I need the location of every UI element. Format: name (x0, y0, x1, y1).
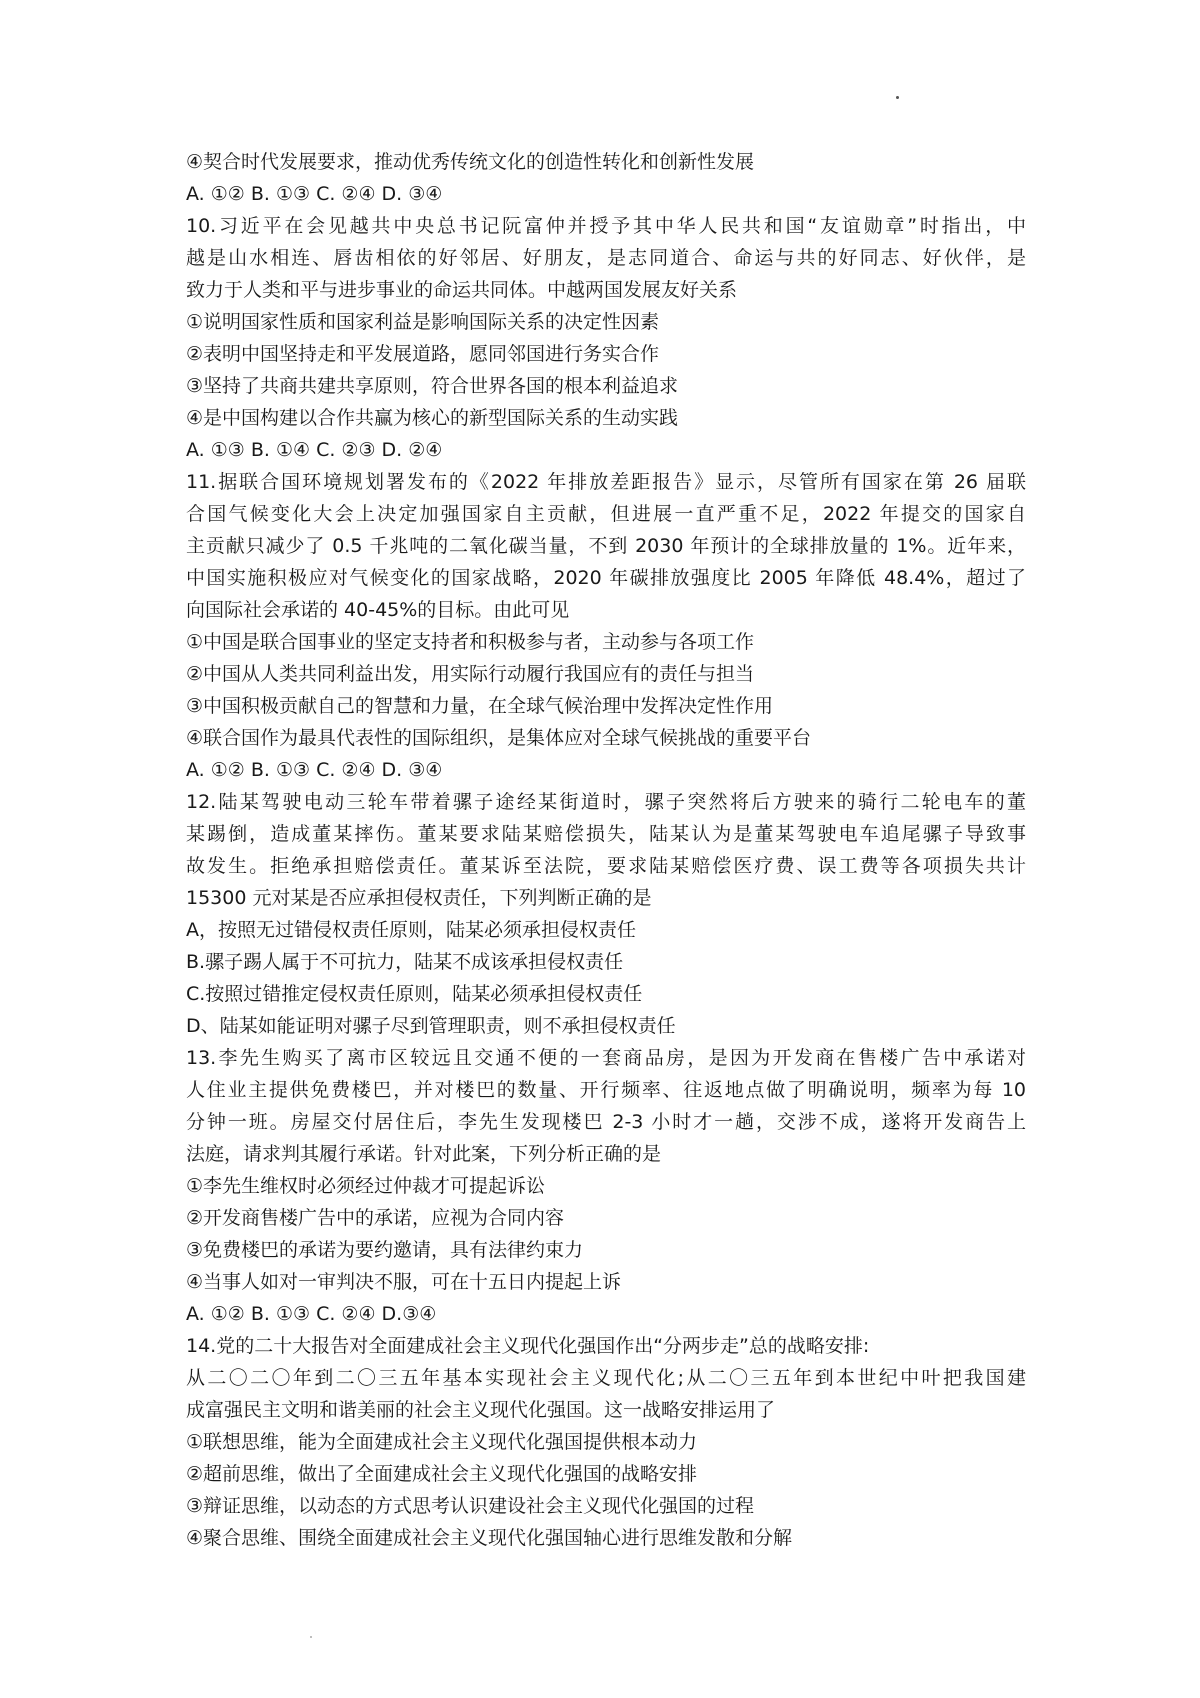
question-12-text: 某踢倒，造成董某摔伤。董某要求陆某赔偿损失，陆某认为是董某驾驶电车追尾骡子导致事 (186, 823, 1026, 845)
page-mark (896, 96, 899, 99)
option-line: ③辩证思维，以动态的方式思考认识建设社会主义现代化强国的过程 (186, 1495, 755, 1517)
option-line: ③中国积极贡献自己的智慧和力量，在全球气候治理中发挥决定性作用 (186, 695, 774, 717)
question-13-text: 人住业主提供免费楼巴，并对楼巴的数量、开行频率、往返地点做了明确说明，频率为每 10 (186, 1079, 1026, 1101)
question-10-text: 越是山水相连、唇齿相依的好邻居、好朋友，是志同道合、命运与共的好同志、好伙伴，是 (186, 247, 1026, 269)
question-11-text: 中国实施积极应对气候变化的国家战略，2020 年碳排放强度比 2005 年降低 48.4%，超过了 (186, 567, 1026, 589)
option-line: ①李先生维权时必须经过仲裁才可提起诉讼 (186, 1175, 546, 1197)
answer-choices: A. ①② B. ①③ C. ②④ D. ③④ (186, 183, 443, 205)
exam-content (186, 146, 1026, 1554)
option-line: ②开发商售楼广告中的承诺，应视为合同内容 (186, 1207, 565, 1229)
option-line: ②表明中国坚持走和平发展道路，愿同邻国进行务实合作 (186, 343, 660, 365)
option-line: ①联想思维，能为全面建成社会主义现代化强国提供根本动力 (186, 1431, 698, 1453)
question-11-text: 主贡献只减少了 0.5 千兆吨的二氧化碳当量，不到 2030 年预计的全球排放量的 1%。近年来， (186, 535, 1026, 557)
option-line: B.骡子踢人属于不可抗力，陆某不成该承担侵权责任 (186, 951, 624, 973)
question-10-text: 致力于人类和平与进步事业的命运共同体。中越两国发展友好关系 (186, 279, 738, 301)
answer-choices: A. ①② B. ①③ C. ②④ D.③④ (186, 1303, 437, 1325)
option-line: ④当事人如对一审判决不服，可在十五日内提起上诉 (186, 1271, 622, 1293)
option-line: A，按照无过错侵权责任原则，陆某必须承担侵权责任 (186, 919, 636, 941)
option-line: ④契合时代发展要求，推动优秀传统文化的创造性转化和创新性发展 (186, 151, 755, 173)
question-13-text: 分钟一班。房屋交付居住后，李先生发现楼巴 2-3 小时才一趟，交涉不成，遂将开发商告上 (186, 1111, 1026, 1133)
question-10-text: 10.习近平在会见越共中央总书记阮富仲并授予其中华人民共和国“友谊勋章”时指出，中 (186, 215, 1026, 237)
option-line: ①中国是联合国事业的坚定支持者和积极参与者，主动参与各项工作 (186, 631, 755, 653)
page-mark (310, 1636, 312, 1638)
question-12-text: 12.陆某驾驶电动三轮车带着骡子途经某街道时，骡子突然将后方驶来的骑行二轮电车的董 (186, 791, 1026, 813)
question-11-text: 合国气候变化大会上决定加强国家自主贡献，但进展一直严重不足，2022 年提交的国家自 (186, 503, 1026, 525)
option-line: ④联合国作为最具代表性的国际组织，是集体应对全球气候挑战的重要平台 (186, 727, 812, 749)
question-14-text: 14.党的二十大报告对全面建成社会主义现代化强国作出“分两步走”总的战略安排: (186, 1335, 870, 1357)
option-line: D、陆某如能证明对骡子尽到管理职责，则不承担侵权责任 (186, 1015, 676, 1037)
option-line: ④聚合思维、围绕全面建成社会主义现代化强国轴心进行思维发散和分解 (186, 1527, 793, 1549)
question-14-text: 成富强民主文明和谐美丽的社会主义现代化强国。这一战略安排运用了 (186, 1399, 776, 1421)
option-line: ①说明国家性质和国家利益是影响国际关系的决定性因素 (186, 311, 660, 333)
question-11-text: 向国际社会承诺的 40-45%的目标。由此可见 (186, 599, 570, 621)
answer-choices: A. ①③ B. ①④ C. ②③ D. ②④ (186, 439, 443, 461)
question-12-text: 故发生。拒绝承担赔偿责任。董某诉至法院，要求陆某赔偿医疗费、误工费等各项损失共计 (186, 855, 1026, 877)
question-13-text: 法庭，请求判其履行承诺。针对此案，下列分析正确的是 (186, 1143, 662, 1165)
question-13-text: 13.李先生购买了离市区较远且交通不便的一套商品房，是因为开发商在售楼广告中承诺对 (186, 1047, 1026, 1069)
question-14-text: 从二〇二〇年到二〇三五年基本实现社会主义现代化;从二〇三五年到本世纪中叶把我国建 (186, 1367, 1026, 1389)
option-line: ②超前思维，做出了全面建成社会主义现代化强国的战略安排 (186, 1463, 698, 1485)
answer-choices: A. ①② B. ①③ C. ②④ D. ③④ (186, 759, 443, 781)
option-line: ③免费楼巴的承诺为要约邀请，具有法律约束力 (186, 1239, 584, 1261)
option-line: C.按照过错推定侵权责任原则，陆某必须承担侵权责任 (186, 983, 643, 1005)
option-line: ③坚持了共商共建共享原则，符合世界各国的根本利益追求 (186, 375, 679, 397)
question-11-text: 11.据联合国环境规划署发布的《2022 年排放差距报告》显示，尽管所有国家在第 26 届联 (186, 471, 1026, 493)
question-12-text: 15300 元对某是否应承担侵权责任，下列判断正确的是 (186, 887, 652, 909)
option-line: ②中国从人类共同利益出发，用实际行动履行我国应有的责任与担当 (186, 663, 755, 685)
option-line: ④是中国构建以合作共赢为核心的新型国际关系的生动实践 (186, 407, 679, 429)
